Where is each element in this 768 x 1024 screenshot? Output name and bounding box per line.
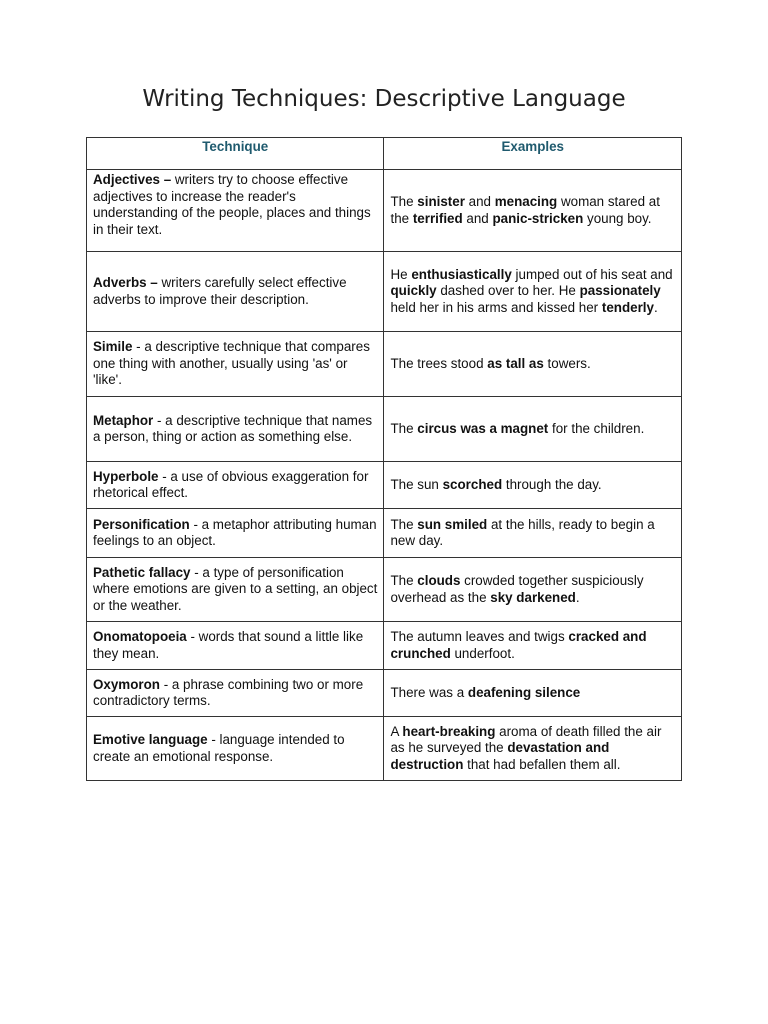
bold-text: Simile: [93, 339, 133, 355]
header-examples: Examples: [384, 138, 682, 170]
bold-text: Metaphor: [93, 412, 154, 428]
text-run: young boy.: [583, 210, 652, 226]
text-run: - a metaphor attributing human feelings to an object.: [93, 516, 377, 548]
text-run: - language intended to create an emotional response.: [93, 732, 345, 764]
text-run: There was a: [390, 684, 468, 700]
techniques-table: [86, 137, 682, 781]
text-run: - words that sound a little like they mean.: [93, 629, 364, 661]
text-run: The: [390, 516, 418, 532]
text-run: through the day.: [502, 476, 602, 492]
bold-text: cracked and crunched: [390, 629, 647, 661]
technique-cell: [87, 170, 384, 252]
technique-cell: [87, 332, 384, 397]
example-cell: [384, 252, 682, 332]
table-row: [87, 558, 682, 622]
bold-text: sinister: [417, 194, 465, 209]
text-run: writers carefully select effective adverbs to improve their description.: [93, 275, 347, 307]
bold-text: Pathetic fallacy: [93, 564, 191, 580]
bold-text: as tall as: [487, 355, 544, 371]
text-run: at the hills, ready to begin a new day.: [390, 516, 655, 548]
technique-cell: [87, 622, 384, 670]
example-cell: [384, 558, 682, 622]
table-row: [87, 332, 682, 397]
table-row: [87, 622, 682, 670]
bold-text: circus was a magnet: [417, 420, 549, 436]
example-cell: [384, 462, 682, 509]
example-cell: [384, 332, 682, 397]
text-run: - a descriptive technique that names a person, thing or action as something else.: [93, 412, 373, 444]
table-row: [87, 170, 682, 252]
bold-text: enthusiastically: [411, 266, 512, 282]
text-run: crowded together suspiciously overhead as the: [390, 573, 644, 605]
text-run: dashed over to her. He: [436, 283, 580, 299]
example-cell: [384, 170, 682, 252]
text-run: .: [575, 589, 580, 605]
text-run: The sun: [390, 476, 443, 492]
text-run: underfoot.: [450, 645, 515, 661]
text-run: that had befallen them all.: [463, 756, 621, 772]
text-run: aroma of death filled the air as he surveyed the: [390, 723, 662, 756]
table-row: [87, 397, 682, 462]
bold-text: Adverbs –: [93, 275, 162, 290]
bold-text: tenderly: [601, 299, 654, 315]
text-run: The autumn leaves and twigs: [390, 629, 569, 644]
bold-text: terrified: [412, 210, 463, 226]
technique-cell: [87, 252, 384, 332]
table-row: [87, 509, 682, 558]
text-run: - a descriptive technique that compares one thing with another, usually using 'as' or 'like'.: [93, 339, 370, 388]
bold-text: scorched: [442, 476, 503, 492]
technique-cell: [87, 717, 384, 781]
text-run: The trees stood: [390, 355, 488, 371]
technique-cell: [87, 670, 384, 717]
table-row: [87, 252, 682, 332]
example-cell: [384, 670, 682, 717]
bold-text: Personification: [93, 516, 190, 532]
bold-text: Emotive language: [93, 732, 208, 747]
text-run: The: [390, 194, 418, 209]
example-cell: [384, 509, 682, 558]
text-run: writers try to choose effective adjectives to increase the reader's understanding of the people, places and things in their text.: [93, 172, 371, 237]
text-run: .: [653, 299, 658, 315]
text-run: woman stared at the: [390, 194, 660, 226]
text-run: held her in his arms and kissed her: [390, 299, 602, 315]
bold-text: clouds: [417, 573, 461, 588]
text-run: jumped out of his seat and: [511, 266, 673, 282]
bold-text: Onomatopoeia: [93, 629, 187, 644]
bold-text: sun smiled: [417, 516, 488, 532]
bold-text: passionately: [579, 283, 661, 299]
text-run: and: [462, 210, 493, 226]
technique-cell: [87, 397, 384, 462]
text-run: The: [390, 420, 418, 436]
table-row: [87, 462, 682, 509]
text-run: towers.: [543, 355, 591, 371]
technique-cell: [87, 462, 384, 509]
text-run: He: [390, 266, 412, 282]
text-run: - a type of personification where emotions are given to a setting, an object or the weather.: [93, 564, 378, 613]
bold-text: panic-stricken: [492, 210, 584, 226]
table-header-row: [87, 138, 682, 170]
bold-text: sky darkened: [490, 589, 576, 605]
bold-text: heart-breaking: [402, 723, 496, 739]
table-row: [87, 670, 682, 717]
bold-text: Oxymoron: [93, 676, 160, 692]
text-run: The: [390, 573, 418, 588]
bold-text: Hyperbole: [93, 468, 159, 484]
header-technique: Technique: [87, 138, 384, 170]
text-run: - a phrase combining two or more contradictory terms.: [93, 676, 364, 708]
bold-text: devastation and destruction: [390, 740, 610, 772]
example-cell: [384, 622, 682, 670]
text-run: A: [390, 723, 403, 739]
bold-text: deafening silence: [467, 684, 581, 700]
bold-text: menacing: [494, 194, 558, 209]
text-run: and: [464, 194, 495, 209]
page-title: Writing Techniques: Descriptive Language: [142, 86, 626, 112]
table-row: [87, 717, 682, 781]
example-cell: [384, 397, 682, 462]
example-cell: [384, 717, 682, 781]
technique-cell: [87, 509, 384, 558]
text-run: for the children.: [548, 420, 645, 436]
technique-cell: [87, 558, 384, 622]
bold-text: quickly: [390, 283, 437, 299]
text-run: - a use of obvious exaggeration for rhetorical effect.: [93, 468, 369, 500]
bold-text: Adjectives –: [93, 172, 175, 187]
